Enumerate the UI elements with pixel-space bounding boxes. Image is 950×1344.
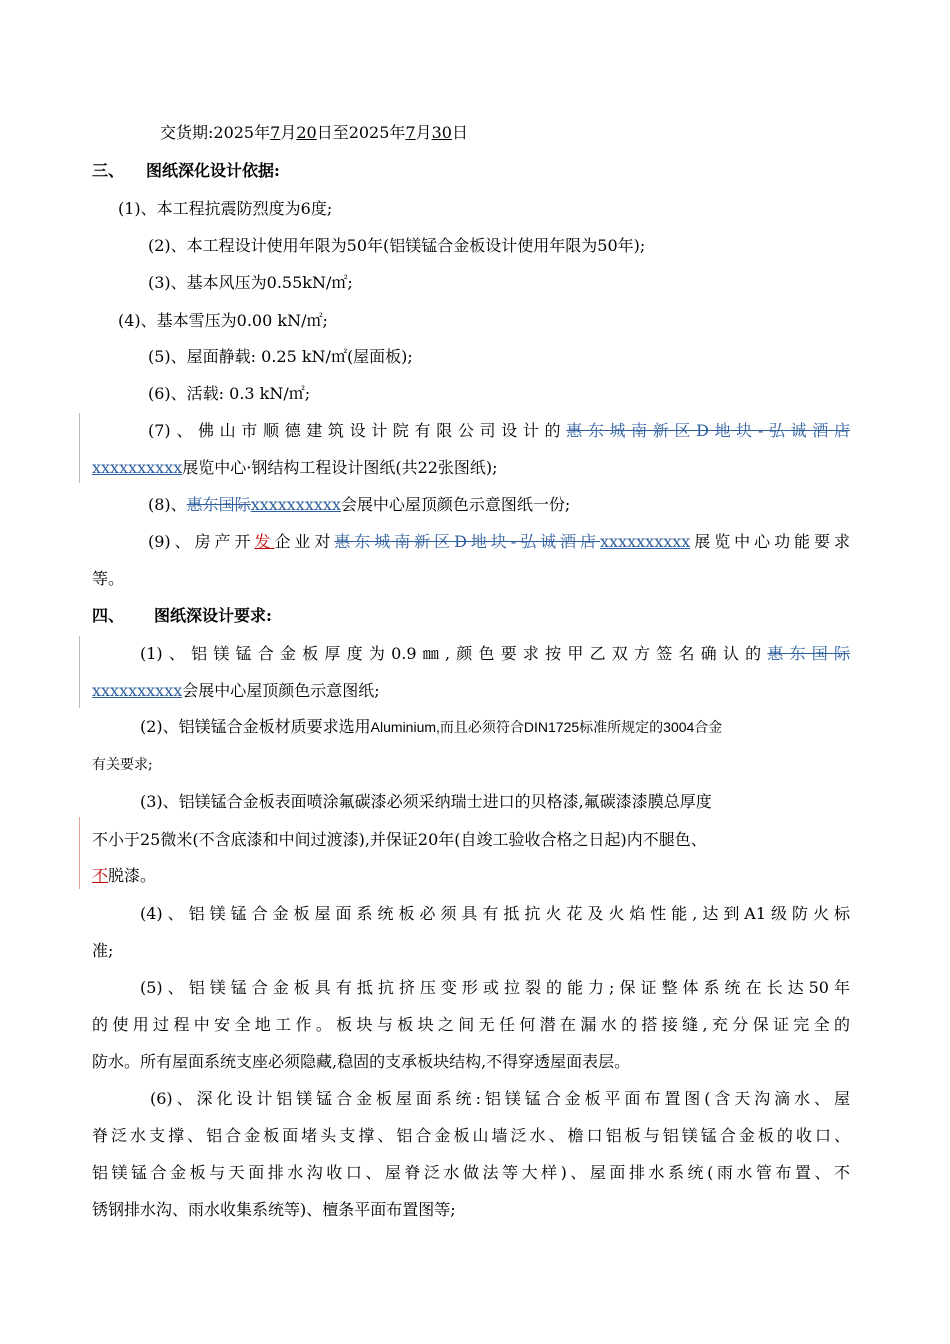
deleted-text: 惠东国际	[767, 644, 850, 663]
flagged-text: 发	[254, 532, 275, 551]
section-number: 三、	[92, 161, 125, 180]
basis-item-5: (5)、屋面静载: 0.25 kN/㎡(屋面板);	[148, 347, 413, 366]
requirement-5-line-3: 防水。所有屋面系统支座必须隐藏,稳固的支承板块结构,不得穿透屋面表层。	[92, 1052, 631, 1071]
section-4-heading	[92, 606, 850, 626]
text-run: (7)、佛山市顺德建筑设计院有限公司设计的	[148, 421, 567, 440]
requirement-2-line-2: 有关要求;	[92, 757, 153, 773]
requirement-2-line-1	[92, 717, 850, 737]
delivery-day-start: 20	[296, 123, 317, 142]
inserted-text: xxxxxxxxxx	[600, 532, 691, 551]
delivery-text: 日至2025年	[316, 123, 406, 142]
basis-item-4: (4)、基本雪压为0.00 kN/㎡;	[118, 311, 328, 330]
text-run: 展览中心功能要求	[690, 532, 850, 551]
requirement-1-line-1	[92, 644, 850, 664]
delivery-text: 月	[280, 123, 297, 142]
text-run: (2)、铝镁锰合金板材质要求选用	[140, 717, 371, 736]
requirement-6-line-3: 铝镁锰合金板与天面排水沟收口、屋脊泛水做法等大样)、屋面排水系统(雨水管布置、不	[92, 1163, 850, 1182]
inserted-text: xxxxxxxxxx	[250, 495, 341, 514]
requirement-4-line-1: (4)、铝镁锰合金板屋面系统板必须具有抵抗火花及火焰性能,达到A1级防火标	[140, 904, 850, 923]
flagged-text: 不	[92, 866, 109, 885]
delivery-month-end: 7	[405, 123, 416, 142]
section-title: 图纸深化设计依据:	[146, 161, 280, 180]
text-run: 会展中心屋顶颜色示意图纸;	[182, 681, 380, 700]
text-run: (8)、	[148, 495, 187, 514]
delivery-period	[92, 123, 850, 143]
requirement-1-line-2	[92, 681, 850, 701]
text-run: (9)、房产开	[148, 532, 255, 551]
basis-item-7-line-2	[92, 458, 850, 478]
requirement-6-line-2: 脊泛水支撑、铝合金板面堵头支撑、铝合金板山墙泛水、檐口铝板与铝镁锰合金板的收口、	[92, 1126, 850, 1145]
delivery-text: 日	[451, 123, 468, 142]
requirement-5-line-1: (5)、铝镁锰合金板具有抵抗挤压变形或拉裂的能力;保证整体系统在长达50年	[140, 978, 850, 997]
inserted-text: xxxxxxxxxx	[92, 458, 183, 477]
deleted-text: 惠东国际	[186, 495, 251, 514]
deleted-text: 惠东城南新区D地块-弘诚酒店	[566, 421, 850, 440]
requirement-3-line-2: 不小于25微米(不含底漆和中间过渡漆),并保证20年(自竣工验收合格之日起)内不腿色、	[92, 830, 707, 849]
requirement-5-line-2: 的使用过程中安全地工作。板块与板块之间无任何潜在漏水的搭接缝,充分保证完全的	[92, 1015, 850, 1034]
revision-bar	[79, 817, 80, 889]
requirement-3-line-1: (3)、铝镁锰合金板表面喷涂氟碳漆必须采纳瑞士进口的贝格漆,氟碳漆漆膜总厚度	[140, 792, 712, 811]
text-run: 企业对	[274, 532, 335, 551]
text-run: 会展中心屋顶颜色示意图纸一份;	[340, 495, 571, 514]
delivery-text: 月	[415, 123, 432, 142]
revision-bar	[79, 413, 80, 483]
basis-item-7-line-1	[92, 421, 850, 441]
basis-item-8	[92, 495, 850, 515]
text-run: 展览中心·钢结构工程设计图纸(共22张图纸);	[182, 458, 498, 477]
requirement-4-line-2: 准;	[92, 941, 114, 960]
revision-bar	[79, 636, 80, 708]
delivery-month-start: 7	[270, 123, 281, 142]
basis-item-2: (2)、本工程设计使用年限为50年(铝镁锰合金板设计使用年限为50年);	[148, 236, 646, 255]
basis-item-3: (3)、基本风压为0.55kN/㎡;	[148, 273, 353, 292]
requirement-6-line-4: 锈钢排水沟、雨水收集系统等)、檀条平面布置图等;	[92, 1200, 456, 1219]
requirement-6-line-1: (6)、深化设计铝镁锰合金板屋面系统:铝镁锰合金板平面布置图(含天沟滴水、屋	[150, 1089, 850, 1108]
delivery-day-end: 30	[431, 123, 452, 142]
text-run: 脱漆。	[108, 866, 157, 885]
requirement-3-line-3	[92, 866, 850, 886]
text-run: Aluminium,而且必须符合DIN1725标准所规定的3004合金	[370, 719, 723, 735]
section-number: 四、	[92, 606, 125, 625]
text-run: (1)、铝镁锰合金板厚度为0.9㎜,颜色要求按甲乙双方签名确认的	[140, 644, 768, 663]
basis-item-9-line-2: 等。	[92, 569, 125, 588]
delivery-prefix: 交货期:2025年	[160, 123, 271, 142]
deleted-text: 惠东城南新区D地块-弘诚酒店	[334, 532, 601, 551]
section-3-heading	[92, 161, 850, 181]
inserted-text: xxxxxxxxxx	[92, 681, 183, 700]
section-title: 图纸深设计要求:	[154, 606, 272, 625]
basis-item-1: (1)、本工程抗震防烈度为6度;	[118, 199, 333, 218]
basis-item-9-line-1	[92, 532, 850, 552]
basis-item-6: (6)、活载: 0.3 kN/㎡;	[148, 384, 311, 403]
